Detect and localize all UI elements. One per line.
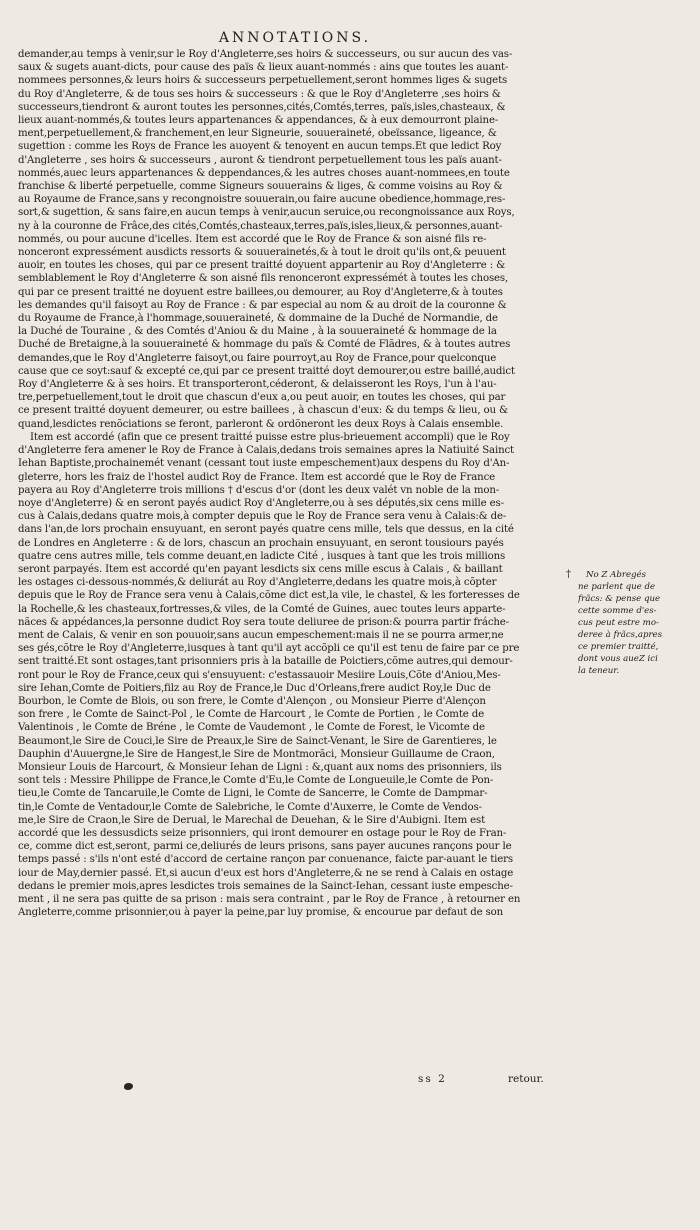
text-line: Dauphin d'Auuergne,le Sire de Hangest,le Sire de Montmorãci, Monsieur Guillaume de Craon,	[18, 748, 495, 760]
text-line: de Londres en Angleterre : & de lors, chascun an prochain ensuyuant, en seront tousiours payés	[18, 537, 504, 549]
text-line: Valentinois , le Comte de Bréne , le Comte de Vaudemont , le Comte de Forest, le Vicomte de	[18, 722, 485, 734]
text-line: sire Iehan,Comte de Poitiers,filz au Roy de France,le Duc d'Orleans,frere audict Roy,le Duc de	[18, 682, 491, 694]
text-line: dans l'an,de lors prochain ensuyuant, en seront payés quatre cens mille, tels que dessus, en la cité	[18, 524, 514, 536]
text-line: Duché de Bretaigne,à la souueraineté & hommage du païs & Comté de Flãdres, & à toutes autres	[18, 339, 511, 351]
text-line: Beaumont,le Sire de Couci,le Sire de Preaux,le Sire de Sainct-Venant, le Sire de Garentieres, le	[18, 735, 497, 747]
text-line: depuis que le Roy de France sera venu à Calais,cõme dict est,la vile, le chastel, & les forteresses de	[18, 590, 520, 602]
text-line: au Royaume de France,sans y recongnoistre souuerain,ou faire aucune obedience,hommage,res-	[18, 194, 506, 206]
text-line: franchise & liberté perpetuelle, comme Signeurs souuerains & liges, & comme voisins au Roy &	[18, 181, 503, 193]
marginal-dagger-mark: †	[566, 569, 571, 580]
text-line: Item est accordé (afin que ce present traitté puisse estre plus-brieuement accompli) que le Roy	[30, 431, 510, 443]
text-line: semblablement le Roy d'Angleterre & son aisné fils renonceront expressémét à toutes les choses,	[18, 273, 509, 285]
text-line: tieu,le Comte de Tancaruile,le Comte de Ligni, le Comte de Sancerre, le Comte de Dampmar-	[18, 788, 488, 800]
running-head: ANNOTATIONS.	[218, 30, 372, 46]
text-line: nonceront expressément ausdicts ressorts & souuerainetés,& à tout le droit qu'ils ont,& peuuent	[18, 247, 506, 259]
marginal-note-line: No Z Abregés	[586, 570, 647, 580]
text-line: ny à la couronne de Frâce,des cités,Comtés,chasteaux,terres,païs,isles,lieux,& personnes,auant-	[18, 220, 503, 232]
text-line: cause que ce soyt:sauf & excepté ce,qui par ce present traitté doyt demourer,ou estre baillé,audict	[18, 365, 515, 377]
catchword: retour.	[508, 1073, 544, 1085]
text-line: Iehan Baptiste,prochainemét venant (cessant tout iuste empeschement)aux despens du Roy d'An-	[18, 458, 510, 470]
text-line: ment , il ne sera pas quitte de sa prison : mais sera contraint , par le Roy de France , à retourner en	[18, 894, 521, 905]
text-line: sort,& sugettion, & sans faire,en aucun temps à venir,aucun seruice,ou recongnoissance aux Roys,	[18, 207, 515, 219]
body-text	[18, 48, 576, 919]
marginal-note-line: cus peut estre mo-	[578, 618, 659, 628]
text-line: d'Angleterre fera amener le Roy de France à Calais,dedans trois semaines apres la Natiuité Sainct	[18, 445, 514, 457]
text-line: ses gés,cõtre le Roy d'Angleterre,iusques à tant qu'il ayt accõpli ce qu'il est tenu de faire par ce pre	[18, 643, 520, 655]
text-line: noye d'Angleterre) & en seront payés audict Roy d'Angleterre,ou à ses députés,six cens mille es-	[18, 497, 504, 509]
text-line: Monsieur Louis de Harcourt, & Monsieur Iehan de Ligni : &,quant aux noms des prisonniers, ils	[18, 761, 502, 773]
marginal-note-line: cette somme d'es-	[578, 606, 657, 616]
text-line: Angleterre,comme prisonnier,ou à payer la peine,par luy promise, & encourue par defaut de son	[18, 907, 504, 919]
marginal-note-line: dont vous aueZ ici	[578, 654, 658, 664]
text-line: gleterre, hors les fraiz de l'hostel audict Roy de France. Item est accordé que le Roy de France	[18, 471, 496, 483]
text-line: sont tels : Messire Philippe de France,le Comte d'Eu,le Comte de Longueuile,le Comte de Pon-	[18, 775, 494, 787]
text-line: ment de Calais, & venir en son pouuoir,sans aucun empeschement:mais il ne se pourra armer,ne	[18, 629, 504, 641]
text-line: les ostages ci-dessous-nommés,& deliurát au Roy d'Angleterre,dedans les quatre mois,à cõpter	[18, 577, 497, 589]
signature-mark: ss 2	[418, 1073, 447, 1085]
text-line: accordé que les dessusdicts seize prisonniers, qui iront demourer en ostage pour le Roy de Fran-	[18, 827, 507, 839]
text-line: la Rochelle,& les chasteaux,fortresses,& viles, de la Comté de Guines, auec toutes leurs apparte-	[18, 603, 506, 615]
marginal-note-line: la teneur.	[578, 666, 620, 676]
text-line: lieux auant-nommés,& toutes leurs appartenances & appendances, & à eux demourront plaine-	[18, 115, 499, 127]
text-line: ront pour le Roy de France,ceux qui s'ensuyuent: c'estassauoir Mesiire Louis,Cõte d'Aniou,Mes-	[18, 669, 501, 681]
text-line: dedans le premier mois,apres lesdictes trois semaines de la Sainct-Iehan, cessant iuste empesche-	[18, 880, 513, 892]
text-line: du Royaume de France,à l'hommage,souueraineté, & dommaine de la Duché de Normandie, de	[18, 313, 498, 325]
text-line: son frere , le Comte de Sainct-Pol , le Comte de Harcourt , le Comte de Portien , le Comte de	[18, 709, 484, 721]
text-line: nommees personnes,& leurs hoirs & successeurs perpetuellement,seront hommes liges & sugets	[18, 75, 508, 87]
marginal-note	[578, 569, 696, 677]
text-line: Roy d'Angleterre & à ses hoirs. Et transporteront,céderont, & delaisseront les Roys, l'un à l'au-	[18, 379, 497, 391]
text-line: Bourbon, le Comte de Blois, ou son frere, le Comte d'Alençon , ou Monsieur Pierre d'Alençon	[18, 695, 486, 707]
marginal-note-line: ce premier traitté,	[578, 642, 659, 652]
text-line: nommés,auec leurs appartenances & deppendances,& les autres choses auant-nommees,en toute	[18, 167, 510, 179]
marginal-note-line: frãcs: & pense que	[578, 594, 661, 604]
ink-blot	[124, 1083, 133, 1090]
text-line: demandes,que le Roy d'Angleterre faisoyt,ou faire pourroyt,au Roy de France,pour quelconque	[18, 352, 497, 364]
marginal-note-line: deree à frãcs,apres	[578, 630, 663, 640]
text-line: me,le Sire de Craon,le Sire de Derual, le Marechal de Deuehan, & le Sire d'Aubigni. Item est	[18, 814, 486, 826]
text-line: ment,perpetuellement,& franchement,en leur Signeurie, souueraineté, obeïssance, ligeance, &	[18, 128, 497, 140]
text-line: du Roy d'Angleterre, & de tous ses hoirs & successeurs : & que le Roy d'Angleterre ,ses hoirs &	[18, 88, 501, 100]
text-line: cus à Calais,dedans quatre mois,à compter depuis que le Roy de France sera venu à Calais:& de-	[18, 511, 507, 523]
text-line: nãces & appédances,la personne dudict Roy sera toute deliuree de prison:& pourra partir fráche-	[18, 616, 509, 628]
text-line: seront parpayés. Item est accordé qu'en payant lesdicts six cens mille escus à Calais , & baillant	[18, 563, 503, 575]
text-line: ce, comme dict est,seront, parmi ce,deliurés de leurs prisons, sans payer aucunes rançons pour le	[18, 841, 512, 853]
text-line: payera au Roy d'Angleterre trois millions † d'escus d'or (dont les deux valét vn noble de la mon-	[18, 484, 500, 496]
text-line: tin,le Comte de Ventadour,le Comte de Salebriche, le Comte d'Auxerre, le Comte de Vendos-	[18, 801, 482, 813]
text-line: saux & sugets auant-dicts, pour cause des païs & lieux auant-nommés : ains que toutes les auant-	[18, 62, 509, 74]
text-line: sent traitté.Et sont ostages,tant prisonniers pris à la bataille de Poictiers,cõme autres,qui demour-	[18, 656, 513, 668]
text-line: tre,perpetuellement,tout le droit que chascun d'eux a,ou peut auoir, en toutes les choses, qui par	[18, 392, 506, 404]
text-line: auoir, en toutes les choses, qui par ce present traitté doyuent appartenir au Roy d'Angleterre : &	[18, 260, 506, 272]
text-line: sugettion : comme les Roys de France les auoyent & tenoyent en aucun temps.Et que ledict Roy	[18, 141, 502, 153]
text-line: les demandes qu'il faisoyt au Roy de France : & par especial au nom & au droit de la couronne &	[18, 299, 507, 311]
text-line: nommés, ou pour aucune d'icelles. Item est accordé que le Roy de France & son aisné fils re-	[18, 233, 487, 245]
text-line: iour de May,dernier passé. Et,si aucun d'eux est hors d'Angleterre,& ne se rend à Calais en ostage	[18, 867, 514, 879]
text-line: temps passé : s'ils n'ont esté d'accord de certaine rançon par conuenance, faicte par-auant le tiers	[18, 854, 513, 866]
marginal-note-line: ne parlent que de	[578, 582, 656, 592]
text-line: quatre cens autres mille, tels comme deuant,en ladicte Cité , iusques à tant que les trois millions	[18, 550, 506, 562]
text-line: quand,lesdictes renõciations se feront, parleront & ordõneront les deux Roys à Calais ensemble.	[18, 418, 504, 430]
text-line: la Duché de Touraine , & des Comtés d'Aniou & du Maine , à la souueraineté & hommage de la	[18, 326, 497, 338]
text-line: qui par ce present traitté ne doyuent estre baillees,ou demourer, au Roy d'Angleterre,& à toutes	[18, 286, 503, 298]
text-line: demander,au temps à venir,sur le Roy d'Angleterre,ses hoirs & successeurs, ou sur aucun des vas-	[18, 49, 513, 60]
text-line: d'Angleterre , ses hoirs & successeurs , auront & tiendront perpetuellement tous les païs auant-	[18, 154, 502, 166]
text-line: ce present traitté doyuent demeurer, ou estre baillees , à chascun d'eux: & du temps & lieu, ou &	[18, 405, 508, 417]
text-line: successeurs,tiendront & auront toutes les personnes,cités,Comtés,terres, païs,isles,chasteaux, &	[18, 101, 506, 113]
